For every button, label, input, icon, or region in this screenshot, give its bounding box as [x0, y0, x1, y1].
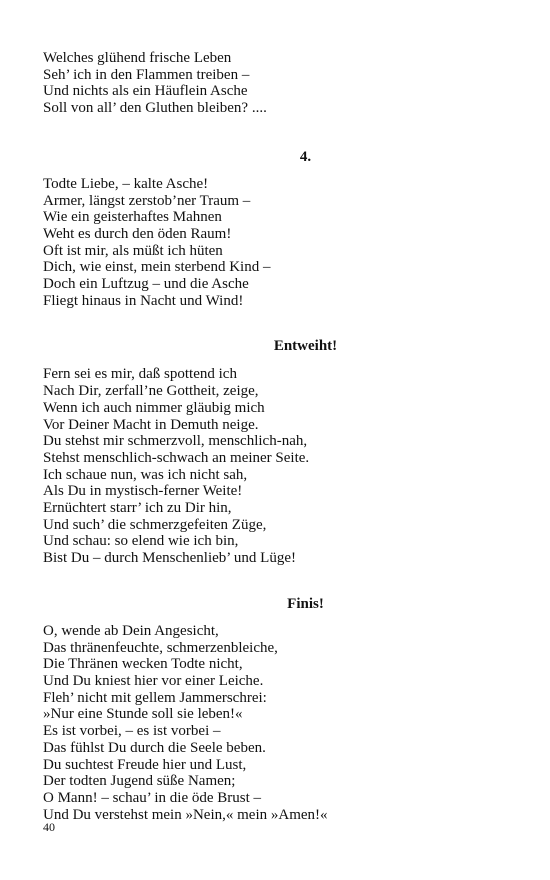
poem-continuation-stanza	[43, 50, 513, 117]
verse-line: Fern sei es mir, daß spottend ich	[43, 366, 237, 383]
verse-line: Soll von all’ den Gluthen bleiben? ....	[43, 100, 267, 117]
verse-line: Nach Dir, zerfall’ne Gottheit, zeige,	[43, 383, 259, 400]
verse-line: Du stehst mir schmerzvoll, menschlich-nah,	[43, 433, 308, 450]
book-page	[43, 50, 513, 823]
verse-line: Der todten Jugend süße Namen;	[43, 773, 236, 790]
verse-line: Fliegt hinaus in Nacht und Wind!	[43, 292, 244, 309]
page-number: 40	[43, 820, 55, 834]
verse-line: Stehst menschlich-schwach an meiner Seite.	[43, 449, 310, 466]
verse-line: Und Du verstehst mein »Nein,« mein »Amen!«	[43, 806, 328, 823]
verse-line: Ernüchtert starr’ ich zu Dir hin,	[43, 500, 232, 517]
verse-line: Seh’ ich in den Flammen treiben –	[43, 66, 250, 83]
verse-line: Die Thränen wecken Todte nicht,	[43, 656, 243, 673]
verse-line: Fleh’ nicht mit gellem Jammerschrei:	[43, 689, 267, 706]
verse-line: Es ist vorbei, – es ist vorbei –	[43, 723, 221, 740]
verse-line: »Nur eine Stunde soll sie leben!«	[43, 706, 243, 723]
verse-line: Das fühlst Du durch die Seele beben.	[43, 739, 266, 756]
poem-4-stanza	[43, 176, 513, 310]
verse-line: Doch ein Luftzug – und die Asche	[43, 276, 249, 293]
verse-line: Ich schaue nun, was ich nicht sah,	[43, 466, 248, 483]
verse-line: Und schau: so elend wie ich bin,	[43, 533, 239, 550]
verse-line: Du suchtest Freude hier und Lust,	[43, 756, 247, 773]
poem-entweiht-stanza	[43, 366, 513, 566]
verse-line: O, wende ab Dein Angesicht,	[43, 622, 219, 639]
poem-heading-finis: Finis!	[287, 595, 324, 612]
verse-line: Armer, längst zerstob’ner Traum –	[43, 192, 251, 209]
verse-line: Und such’ die schmerzgefeiten Züge,	[43, 516, 267, 533]
verse-line: Wie ein geisterhaftes Mahnen	[43, 209, 222, 226]
poem-heading-entweiht: Entweiht!	[273, 338, 338, 355]
poem-finis-stanza	[43, 623, 513, 823]
verse-line: Oft ist mir, als müßt ich hüten	[43, 242, 223, 259]
verse-line: Und Du kniest hier vor einer Leiche.	[43, 672, 264, 689]
verse-line: Bist Du – durch Menschenlieb’ und Lüge!	[43, 550, 297, 567]
verse-line: O Mann! – schau’ in die öde Brust –	[43, 789, 262, 806]
verse-line: Welches glühend frische Leben	[43, 50, 232, 66]
verse-line: Weht es durch den öden Raum!	[43, 225, 232, 242]
verse-line: Als Du in mystisch-ferner Weite!	[43, 483, 243, 500]
verse-line: Und nichts als ein Häuflein Asche	[43, 83, 248, 100]
verse-line: Wenn ich auch nimmer gläubig mich	[43, 399, 265, 416]
verse-line: Dich, wie einst, mein sterbend Kind –	[43, 259, 271, 276]
verse-line: Vor Deiner Macht in Demuth neige.	[43, 416, 259, 433]
poem-heading-4: 4.	[299, 148, 312, 165]
verse-line: Das thränenfeuchte, schmerzenbleiche,	[43, 639, 278, 656]
verse-line: Todte Liebe, – kalte Asche!	[43, 175, 209, 192]
